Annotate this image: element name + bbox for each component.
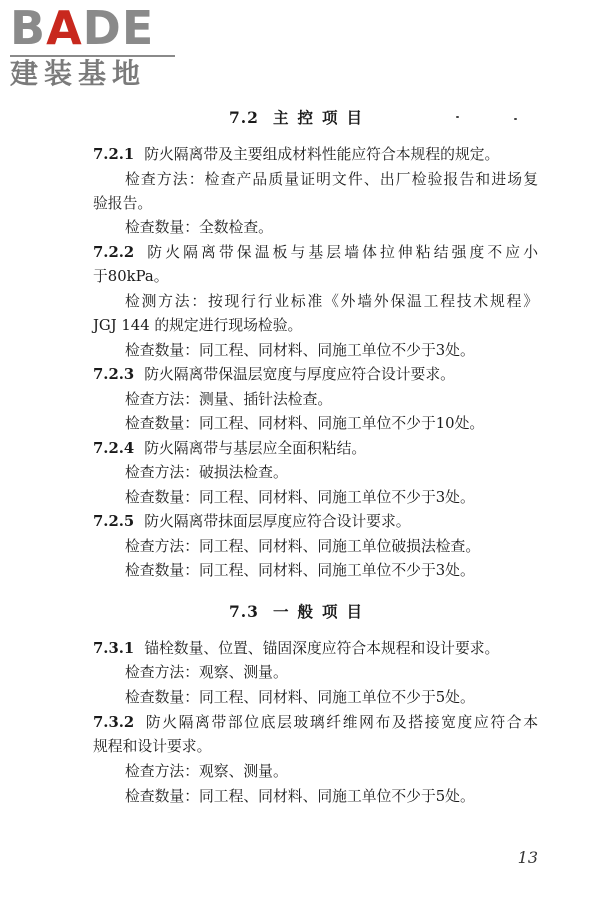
section-title: 一般项目 — [272, 602, 371, 621]
clause-line — [93, 364, 538, 386]
clause-line — [93, 144, 538, 166]
method-line: 检查方法：破损法检查。 — [125, 464, 288, 481]
clause-number: 7.2.5 — [93, 513, 135, 530]
clause-number: 7.3.1 — [93, 640, 135, 657]
clause-text: 防火隔离带部位底层玻璃纤维网布及搭接宽度应符合本 — [144, 714, 538, 731]
section-heading-7-3 — [0, 600, 600, 622]
quantity-line: 检查数量：同工程、同材料、同施工单位不少于3处。 — [125, 562, 475, 579]
clause-text-continued: 规程和设计要求。 — [93, 738, 212, 755]
clause-number: 7.2.4 — [93, 440, 135, 457]
clause-text: 防火隔离带抹面层厚度应符合设计要求。 — [144, 513, 411, 530]
logo-letter-b: B — [10, 1, 47, 55]
clause-line — [93, 638, 538, 660]
clause-number: 7.2.2 — [93, 244, 135, 261]
logo-letter-a: A — [46, 1, 83, 55]
clause-line — [93, 438, 538, 460]
method-line-continued: 验报告。 — [93, 195, 153, 212]
quantity-line: 检查数量：同工程、同材料、同施工单位不少于3处。 — [125, 489, 475, 506]
clause-text: 防火隔离带与基层应全面积粘结。 — [144, 440, 367, 457]
method-line: 检查方法：观察、测量。 — [125, 763, 288, 780]
method-line-continued: JGJ 144 的规定进行现场检验。 — [93, 317, 303, 334]
quantity-line: 检查数量：同工程、同材料、同施工单位不少于5处。 — [125, 689, 475, 706]
quantity-line: 检查数量：同工程、同材料、同施工单位不少于10处。 — [125, 415, 485, 432]
clause-line — [93, 511, 538, 533]
method-line: 检查方法：检查产品质量证明文件、出厂检验报告和进场复 — [125, 171, 538, 188]
quantity-line: 检查数量：全数检查。 — [125, 219, 273, 236]
clause-number: 7.3.2 — [93, 714, 135, 731]
method-line: 检查方法：观察、测量。 — [125, 664, 288, 681]
logo-subtitle: 建装基地 — [10, 57, 147, 90]
clause-text: 锚栓数量、位置、锚固深度应符合本规程和设计要求。 — [144, 640, 500, 657]
clause-text: 防火隔离带保温层宽度与厚度应符合设计要求。 — [144, 366, 455, 383]
method-line: 检测方法：按现行行业标准《外墙外保温工程技术规程》 — [125, 293, 538, 310]
section-title: 主控项目 — [272, 108, 371, 127]
section-heading-7-2 — [0, 106, 600, 128]
clause-line — [93, 242, 538, 264]
method-line: 检查方法：同工程、同材料、同施工单位破损法检查。 — [125, 538, 481, 555]
clause-number: 7.2.1 — [93, 146, 135, 163]
logo-letters-de: DE — [82, 1, 155, 55]
method-line: 检查方法：测量、插针法检查。 — [125, 391, 333, 408]
clause-text-continued: 于80kPa。 — [93, 268, 169, 285]
scan-speck — [456, 116, 459, 118]
quantity-line: 检查数量：同工程、同材料、同施工单位不少于5处。 — [125, 788, 475, 805]
scan-speck — [514, 118, 517, 120]
clause-text: 防火隔离带及主要组成材料性能应符合本规程的规定。 — [144, 146, 500, 163]
clause-line — [93, 712, 538, 734]
section-number: 7.3 — [229, 602, 259, 621]
page-number: 13 — [517, 848, 538, 867]
clause-number: 7.2.3 — [93, 366, 135, 383]
quantity-line: 检查数量：同工程、同材料、同施工单位不少于3处。 — [125, 342, 475, 359]
clause-text: 防火隔离带保温板与基层墙体拉伸粘结强度不应小 — [144, 244, 538, 261]
section-number: 7.2 — [229, 108, 259, 127]
